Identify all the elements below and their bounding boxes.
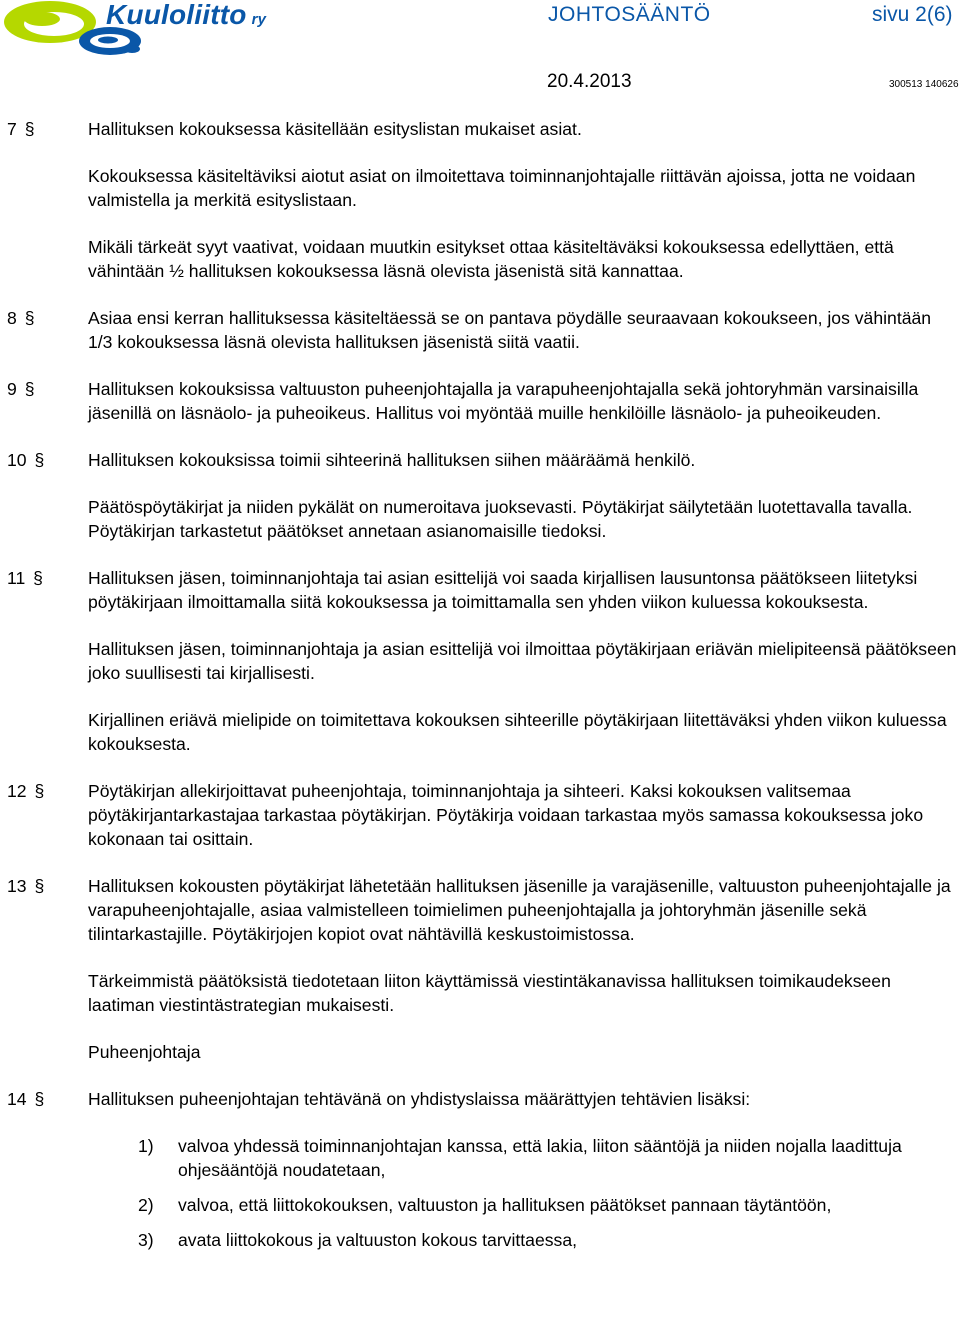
section-number: 13 § [7,876,45,896]
org-name: Kuuloliitto ry [106,0,267,30]
section-14 [0,1087,960,1252]
paragraph: Kirjallinen eriävä mielipide on toimitettava kokouksen sihteerille pöytäkirjaan liitettäväksi yhden viikon kuluessa kokouksesta. [88,710,947,754]
list-item: 3) avata liittokokous ja valtuuston kokous tarvittaessa, [138,1230,578,1250]
section-number: 9 § [7,379,35,399]
document-code: 300513 140626 [889,79,959,90]
paragraph: Hallituksen kokouksissa toimii sihteerinä hallituksen siihen määräämä henkilö. [88,450,696,470]
paragraph: Pöytäkirjan allekirjoittavat puheenjohtaja, toiminnanjohtaja ja sihteeri. Kaksi kokouksen valitsemaa pöytäkirjantarkastajaa tarkastaa pöytäkirjan. Pöytäkirja voidaan tarkastaa myös samassa kokouksessa joko kokonaan tai osittain. [88,781,924,849]
paragraph: Hallituksen kokouksessa käsitellään esityslistan mukaiset asiat. [88,119,582,139]
subheading-puheenjohtaja: Puheenjohtaja [88,1042,201,1062]
duties-list [88,1134,960,1252]
paragraph: Päätöspöytäkirjat ja niiden pykälät on numeroitava juoksevasti. Pöytäkirjat säilytetään luotettavalla tavalla. Pöytäkirjan tarkastetut päätökset annetaan asianomaisille tiedoksi. [88,497,913,541]
section-number: 14 § [7,1089,45,1109]
paragraph: Tärkeimmistä päätöksistä tiedotetaan liiton käyttämissä viestintäkanavissa hallituksen toimikaudekseen laatiman viestintästrategian mukaisesti. [88,971,891,1015]
paragraph: Hallituksen puheenjohtajan tehtävänä on yhdistyslaissa määrättyjen tehtävien lisäksi: [88,1089,751,1109]
page-number: sivu 2(6) [872,3,953,26]
paragraph: Hallituksen kokousten pöytäkirjat lähetetään hallituksen jäsenille ja varajäsenille, valtuuston puheenjohtajalle ja varapuheenjohtajalle, asiaa valmistelleen toimielimen puheenjohtajalla ja johtoryhmän jäsenille sekä tilintarkastajille. Pöytäkirjojen kopiot ovat nähtävillä keskustoimistossa. [88,876,951,944]
paragraph: Hallituksen jäsen, toiminnanjohtaja tai asian esittelijä voi saada kirjallisen lausuntonsa päätökseen liitetyksi pöytäkirjaan ilmoittamalla siitä kokouksessa ja toimittamalla sen yhden viikon kuluessa kokouksesta. [88,568,918,612]
section-9 [0,377,960,425]
paragraph: Kokouksessa käsiteltäviksi aiotut asiat on ilmoitettava toiminnanjohtajalle riittävän ajoissa, jotta ne voidaan valmistella ja merkitä esityslistaan. [88,166,916,210]
section-number: 10 § [7,450,45,470]
document-body [0,117,960,1263]
list-item: 2) valvoa, että liittokokouksen, valtuuston ja hallituksen päätökset pannaan täytäntöön, [138,1195,832,1215]
page-header [0,0,960,100]
logo-blue-ring-small [124,45,140,53]
section-number: 8 § [7,308,35,328]
paragraph: Mikäli tärkeät syyt vaativat, voidaan muutkin esitykset ottaa käsiteltäväksi kokouksessa edellyttäen, että vähintään ½ hallituksen kokouksessa läsnä olevista jäsenistä sitä kannattaa. [88,237,894,281]
section-number: 7 § [7,119,35,139]
section-8 [0,306,960,354]
list-item: 1) valvoa yhdessä toiminnanjohtajan kanssa, että lakia, liiton sääntöjä ja niiden nojalla laadittuja ohjesääntöjä noudatetaan, [138,1136,902,1180]
section-12 [0,779,960,851]
section-11 [0,566,960,756]
subheading-block [0,1040,960,1064]
paragraph: Hallituksen kokouksissa valtuuston puheenjohtajalla ja varapuheenjohtajalla sekä johtoryhmän varsinaisilla jäsenillä on läsnäolo- ja puheoikeus. Hallitus voi myöntää muille henkilöille läsnäolo- ja puheoikeuden. [88,379,919,423]
paragraph: Asiaa ensi kerran hallituksessa käsiteltäessä se on pantava pöydälle seuraavaan kokoukseen, jos vähintään 1/3 kokouksessa läsnä olevista hallituksen jäsenistä siitä vaatii. [88,308,932,352]
document-title: JOHTOSÄÄNTÖ [548,3,711,26]
section-13 [0,874,960,1017]
document-date: 20.4.2013 [547,71,632,92]
paragraph: Hallituksen jäsen, toiminnanjohtaja ja asian esittelijä voi ilmoittaa pöytäkirjaan eriävän mielipiteensä päätökseen joko suullisesti tai kirjallisesti. [88,639,957,683]
section-number: 12 § [7,781,45,801]
section-7 [0,117,960,283]
section-10 [0,448,960,543]
section-number: 11 § [7,568,43,588]
